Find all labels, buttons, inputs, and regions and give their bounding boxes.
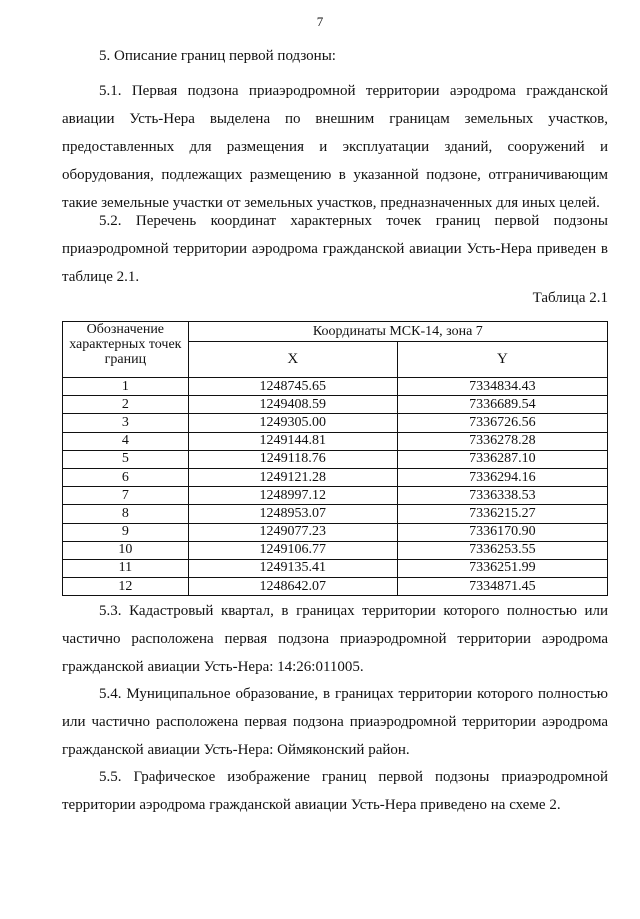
coordinates-table-body [63,378,608,596]
cell-point: 5 [63,450,189,468]
table-row [63,378,608,396]
cell-y: 7334834.43 [397,378,607,396]
cell-x: 1249077.23 [188,523,397,541]
cell-x: 1249305.00 [188,414,397,432]
page-number: 7 [316,14,324,29]
cell-point: 3 [63,414,189,432]
cell-y: 7334871.45 [397,578,607,596]
cell-point: 8 [63,505,189,523]
table-row [63,432,608,450]
cell-y: 7336338.53 [397,487,607,505]
cell-x: 1249135.41 [188,559,397,577]
table-row [63,559,608,577]
paragraph-5-5: 5.5. Графическое изображение границ первой подзоны приаэродромной территории аэродрома гражданской авиации Усть-Нера приведено на схеме 2. [62,769,608,813]
table-row [63,487,608,505]
table-row [63,523,608,541]
y-column-header: Y [397,342,607,378]
paragraph-5-3: 5.3. Кадастровый квартал, в границах территории которого полностью или частично расположена первая подзона приаэродромной территории аэродрома гражданской авиации Усть-Нера: 14:26:011005. [62,603,608,675]
table-row [63,414,608,432]
cell-x: 1248745.65 [188,378,397,396]
table-row [63,505,608,523]
table-row [63,541,608,559]
cell-y: 7336726.56 [397,414,607,432]
cell-point: 6 [63,468,189,486]
cell-point: 7 [63,487,189,505]
x-column-header: X [188,342,397,378]
cell-y: 7336278.28 [397,432,607,450]
cell-y: 7336287.10 [397,450,607,468]
coordinates-header: Координаты МСК-14, зона 7 [188,322,607,342]
table-caption: Таблица 2.1 [532,290,608,306]
cell-x: 1249121.28 [188,468,397,486]
coordinates-table [62,321,608,596]
table-row [63,450,608,468]
cell-point: 10 [63,541,189,559]
paragraph-5-4: 5.4. Муниципальное образование, в границах территории которого полностью или частично расположена первая подзона приаэродромной территории аэродрома гражданской авиации Усть-Нера: Оймяконский район. [62,686,608,758]
cell-x: 1249144.81 [188,432,397,450]
paragraph-5-2: 5.2. Перечень координат характерных точек границ первой подзоны приаэродромной территории аэродрома гражданской авиации Усть-Нера приведен в таблице 2.1. [62,213,608,285]
cell-point: 4 [63,432,189,450]
cell-x: 1248997.12 [188,487,397,505]
cell-point: 11 [63,559,189,577]
cell-point: 9 [63,523,189,541]
cell-x: 1248642.07 [188,578,397,596]
cell-x: 1249118.76 [188,450,397,468]
cell-x: 1249106.77 [188,541,397,559]
cell-y: 7336215.27 [397,505,607,523]
cell-y: 7336170.90 [397,523,607,541]
cell-x: 1249408.59 [188,396,397,414]
cell-y: 7336294.16 [397,468,607,486]
table-row [63,578,608,596]
cell-point: 12 [63,578,189,596]
table-row [63,396,608,414]
table-row [63,468,608,486]
point-column-header: Обозначение характерных точек границ [63,322,189,378]
cell-y: 7336253.55 [397,541,607,559]
cell-point: 1 [63,378,189,396]
cell-y: 7336251.99 [397,559,607,577]
section-heading: 5. Описание границ первой подзоны: [99,48,336,64]
cell-x: 1248953.07 [188,505,397,523]
cell-point: 2 [63,396,189,414]
cell-y: 7336689.54 [397,396,607,414]
paragraph-5-1: 5.1. Первая подзона приаэродромной территории аэродрома гражданской авиации Усть-Нера выделена по внешним границам земельных участков, предоставленных для размещения и эксплуатации зданий, сооружений и оборудования, подлежащих размещению в указанной подзоне, отграничивающим такие земельные участки от земельных участков, предназначенных для иных целей. [62,83,608,211]
